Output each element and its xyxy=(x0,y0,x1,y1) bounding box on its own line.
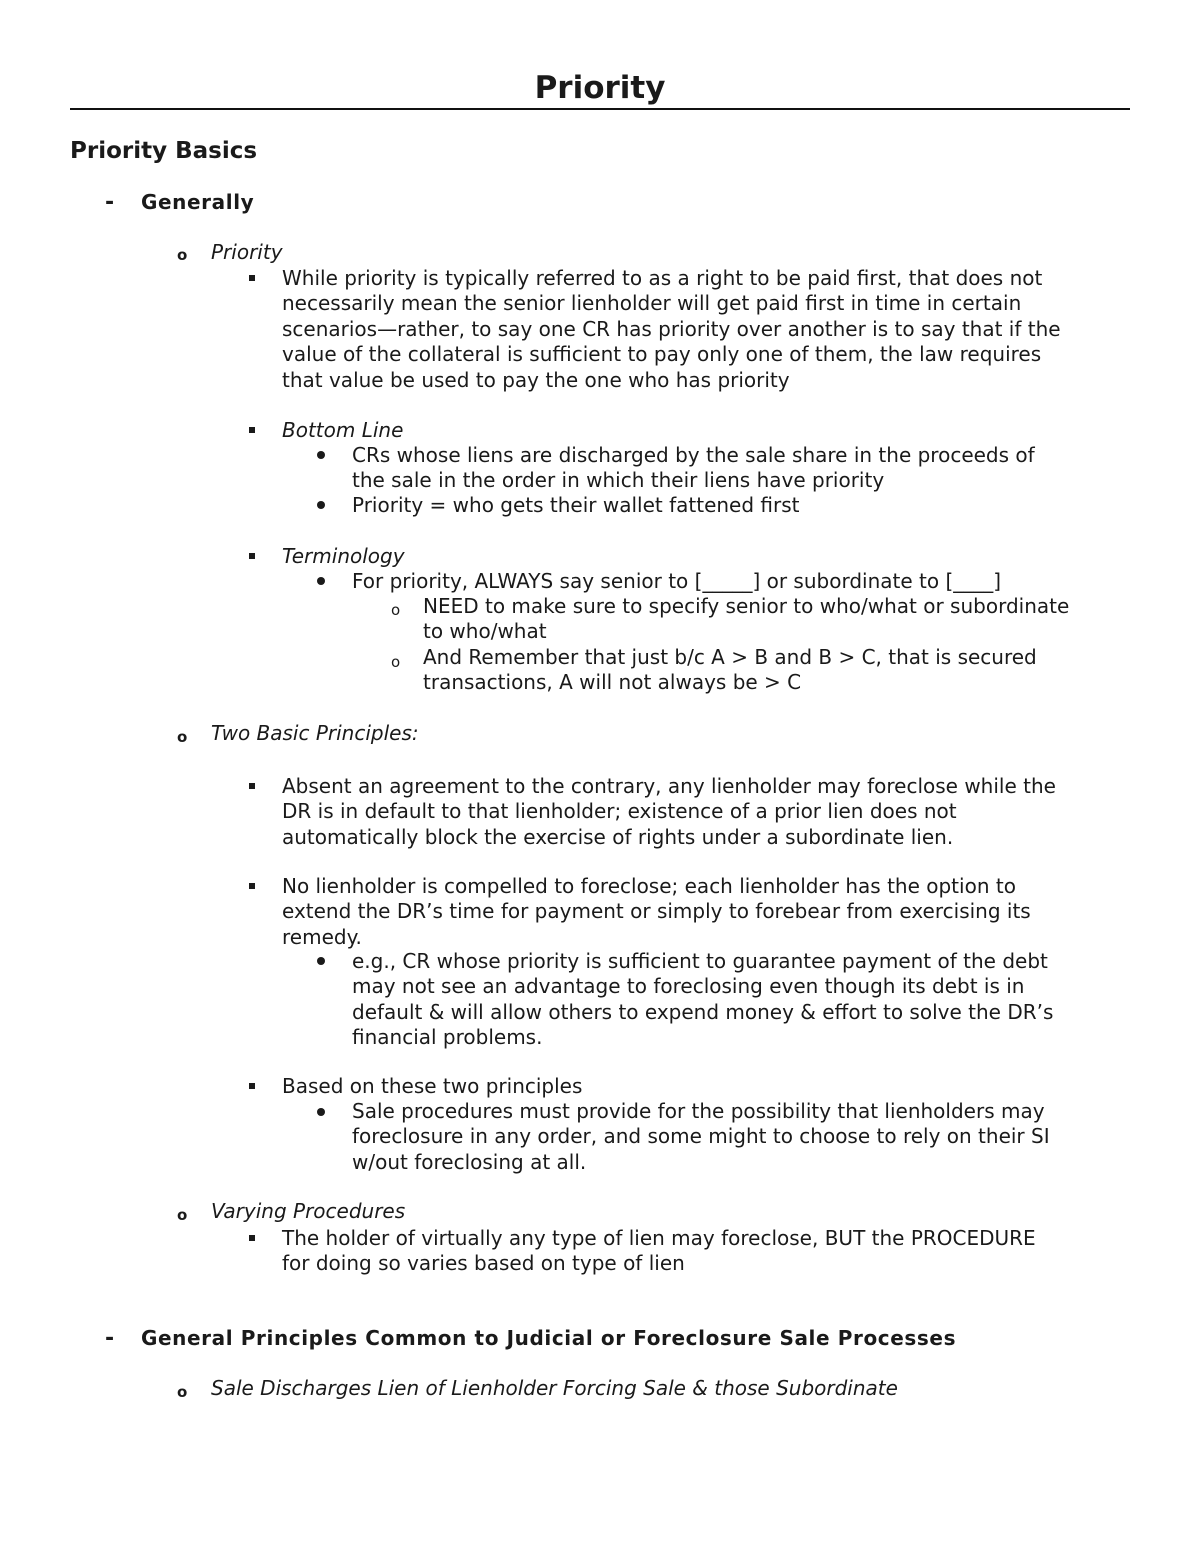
subsection-heading-general-principles: General Principles Common to Judicial or Foreclosure Sale Processes xyxy=(141,1326,957,1350)
text-line: remedy. xyxy=(282,924,362,949)
round-bullet xyxy=(317,577,325,585)
principles-label: Two Basic Principles: xyxy=(211,721,419,745)
general-principles-subitem: Sale Discharges Lien of Lienholder Forcing Sale & those Subordinate xyxy=(211,1376,898,1400)
circle-bullet: o xyxy=(177,1206,188,1224)
varying-item xyxy=(282,1226,1036,1277)
principle-three-item xyxy=(352,1099,1050,1175)
square-bullet xyxy=(249,783,255,789)
text-line: default & will allow others to expend money & effort to solve the DR’s xyxy=(352,999,1054,1024)
text-line: Sale procedures must provide for the possibility that lienholders may xyxy=(352,1099,1045,1123)
text-line: Absent an agreement to the contrary, any lienholder may foreclose while the xyxy=(282,774,1056,798)
round-bullet xyxy=(317,1108,325,1116)
terminology-subitem xyxy=(423,645,1037,696)
title-divider xyxy=(70,108,1130,110)
text-line: transactions, A will not always be > C xyxy=(423,670,802,695)
text-line: No lienholder is compelled to foreclose; each lienholder has the option to xyxy=(282,874,1016,898)
circle-bullet: o xyxy=(391,653,401,671)
text-line: NEED to make sure to specify senior to who/what or subordinate xyxy=(423,594,1070,618)
square-bullet xyxy=(249,275,255,281)
bottom-line-item xyxy=(352,443,1035,494)
text-line: to who/what xyxy=(423,619,547,644)
principle-three: Based on these two principles xyxy=(282,1074,583,1098)
square-bullet xyxy=(249,427,255,433)
text-line: While priority is typically referred to as a right to be paid first, that does not xyxy=(282,266,1043,290)
text-line: for doing so varies based on type of lien xyxy=(282,1251,685,1276)
text-line: foreclosure in any order, and some might to choose to rely on their SI xyxy=(352,1124,1050,1149)
text-line: financial problems. xyxy=(352,1025,543,1050)
square-bullet xyxy=(249,1235,255,1241)
bottom-line-label: Bottom Line xyxy=(282,418,404,442)
section-heading: Priority Basics xyxy=(70,138,258,164)
text-line: extend the DR’s time for payment or simply to forebear from exercising its xyxy=(282,899,1031,924)
text-line: scenarios—rather, to say one CR has priority over another is to say that if the xyxy=(282,316,1061,341)
subsection-heading-generally: Generally xyxy=(141,190,255,214)
circle-bullet: o xyxy=(391,601,401,619)
square-bullet xyxy=(249,1083,255,1089)
terminology-subitem xyxy=(423,594,1069,645)
circle-bullet: o xyxy=(177,1383,188,1401)
priority-paragraph xyxy=(282,266,1061,393)
circle-bullet: o xyxy=(177,728,188,746)
text-line: The holder of virtually any type of lien may foreclose, BUT the PROCEDURE xyxy=(282,1226,1036,1250)
square-bullet xyxy=(249,883,255,889)
dash-bullet: - xyxy=(105,1326,115,1351)
square-bullet xyxy=(249,553,255,559)
round-bullet xyxy=(317,501,325,509)
text-line: DR is in default to that lienholder; existence of a prior lien does not xyxy=(282,799,957,824)
circle-bullet: o xyxy=(177,246,188,264)
principle-two-example xyxy=(352,949,1053,1051)
terminology-item: For priority, ALWAYS say senior to [_____] or subordinate to [____] xyxy=(352,569,1002,593)
text-line: CRs whose liens are discharged by the sale share in the proceeds of xyxy=(352,443,1035,467)
text-line: the sale in the order in which their liens have priority xyxy=(352,468,885,493)
text-line: And Remember that just b/c A > B and B > C, that is secured xyxy=(423,645,1037,669)
round-bullet xyxy=(317,451,325,459)
priority-label: Priority xyxy=(211,240,283,264)
text-line: w/out foreclosing at all. xyxy=(352,1149,587,1174)
text-line: value of the collateral is sufficient to pay only one of them, the law requires xyxy=(282,342,1042,367)
bottom-line-item: Priority = who gets their wallet fattened first xyxy=(352,493,800,517)
text-line: automatically block the exercise of rights under a subordinate lien. xyxy=(282,824,954,849)
varying-label: Varying Procedures xyxy=(211,1199,406,1223)
principle-two xyxy=(282,874,1031,950)
text-line: e.g., CR whose priority is sufficient to guarantee payment of the debt xyxy=(352,949,1048,973)
dash-bullet: - xyxy=(105,190,115,215)
text-line: that value be used to pay the one who has priority xyxy=(282,367,790,392)
text-line: necessarily mean the senior lienholder will get paid first in time in certain xyxy=(282,291,1022,316)
page-title: Priority xyxy=(534,70,666,106)
text-line: may not see an advantage to foreclosing even though its debt is in xyxy=(352,974,1025,999)
principle-one xyxy=(282,774,1056,850)
round-bullet xyxy=(317,957,325,965)
terminology-label: Terminology xyxy=(282,544,405,568)
